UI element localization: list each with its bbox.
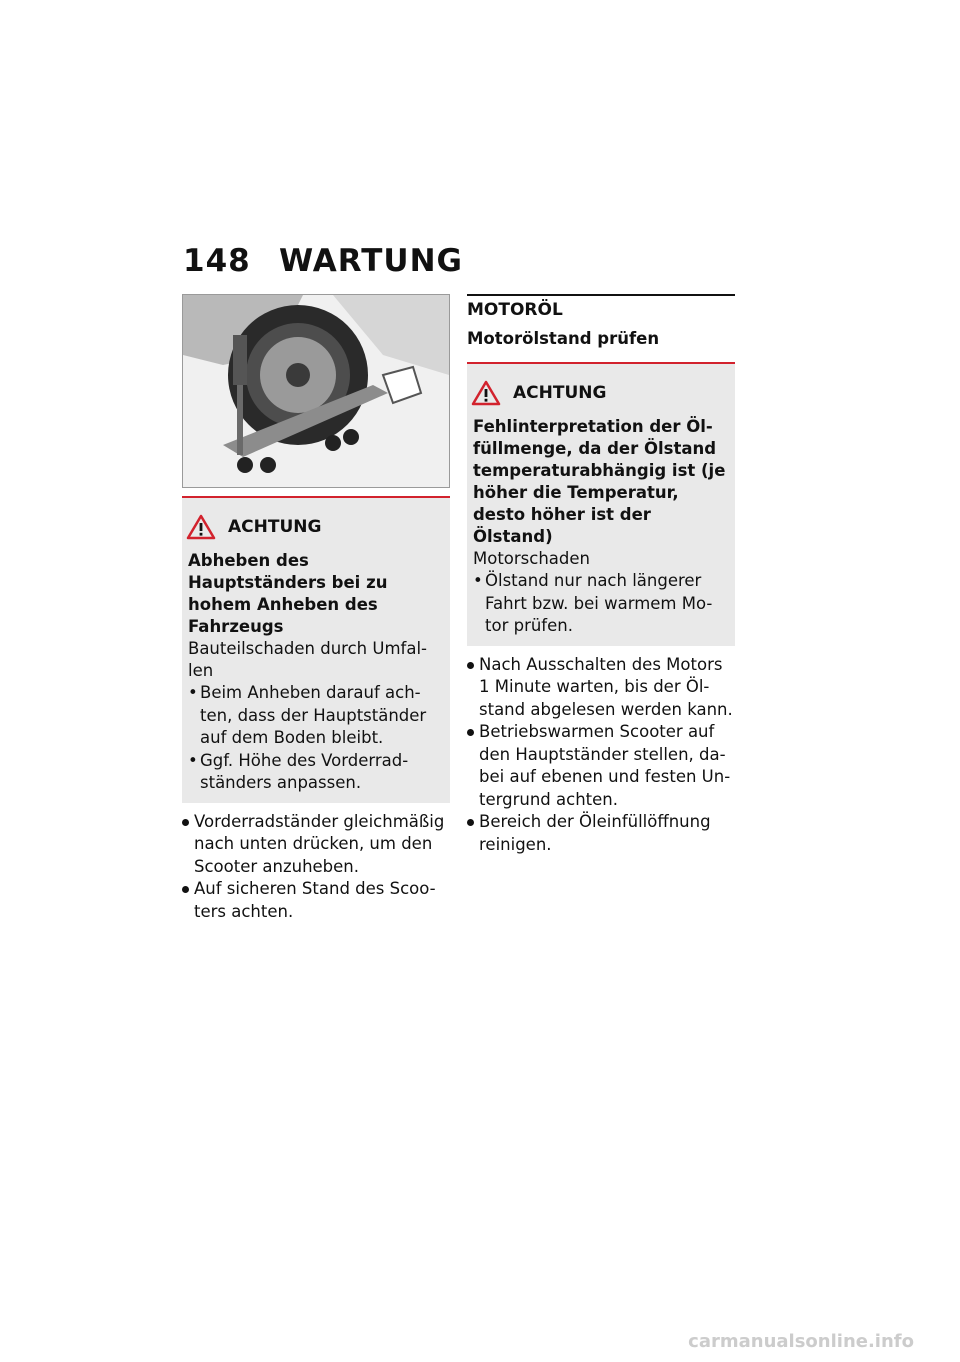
warning-label: ACHTUNG [228,517,322,537]
warning-heading: Fehlinterpretation der Öl-füllmenge, da der Ölstand temperaturabhängig ist (je höher die Temperatur, desto höher ist der Ölstand) [473,417,726,546]
warning-triangle-icon [471,380,501,406]
watermark: carmanualsonline.info [688,1331,914,1352]
front-wheel-stand-image [183,295,449,487]
warning-measures [188,682,444,795]
warning-box-oil [467,362,735,646]
warning-measures [473,570,729,638]
list-item: Nach Ausschalten des Motors 1 Minute warten, bis der Öl-stand abgelesen werden kann. [467,654,735,722]
list-item: Vorderradständer gleichmäßig nach unten drücken, um den Scooter anzuheben. [182,811,450,879]
section-title: MOTORÖL [467,294,735,320]
list-item: Auf sicheren Stand des Scoo-ters achten. [182,878,450,923]
warning-title [473,380,729,406]
left-column [182,294,450,923]
warning-consequence: Bauteilschaden durch Umfal-len [188,639,427,680]
subsection-title: Motorölstand prüfen [467,329,660,348]
warning-triangle-icon [186,514,216,540]
warning-box-stand [182,496,450,803]
stand-illustration [182,294,450,488]
right-column [467,294,735,856]
list-item: • Beim Anheben darauf ach-ten, dass der Hauptständer auf dem Boden bleibt. [188,682,444,750]
warning-title [188,514,444,540]
page-header [183,243,463,279]
warning-label: ACHTUNG [513,383,607,403]
page-number: 148 [183,243,251,279]
chapter-title: WARTUNG [279,243,463,279]
procedure-steps [467,654,735,857]
list-item: Bereich der Öleinfüllöffnung reinigen. [467,811,735,856]
warning-consequence: Motorschaden [473,549,590,568]
warning-heading: Abheben des Hauptständers bei zu hohem Anheben des Fahrzeugs [188,551,388,636]
list-item: • Ggf. Höhe des Vorderrad-ständers anpassen. [188,750,444,795]
list-item: • Ölstand nur nach längerer Fahrt bzw. bei warmem Mo-tor prüfen. [473,570,729,638]
procedure-steps [182,811,450,924]
list-item: Betriebswarmen Scooter auf den Hauptständer stellen, da-bei auf ebenen und festen Un-tergrund achten. [467,721,735,811]
